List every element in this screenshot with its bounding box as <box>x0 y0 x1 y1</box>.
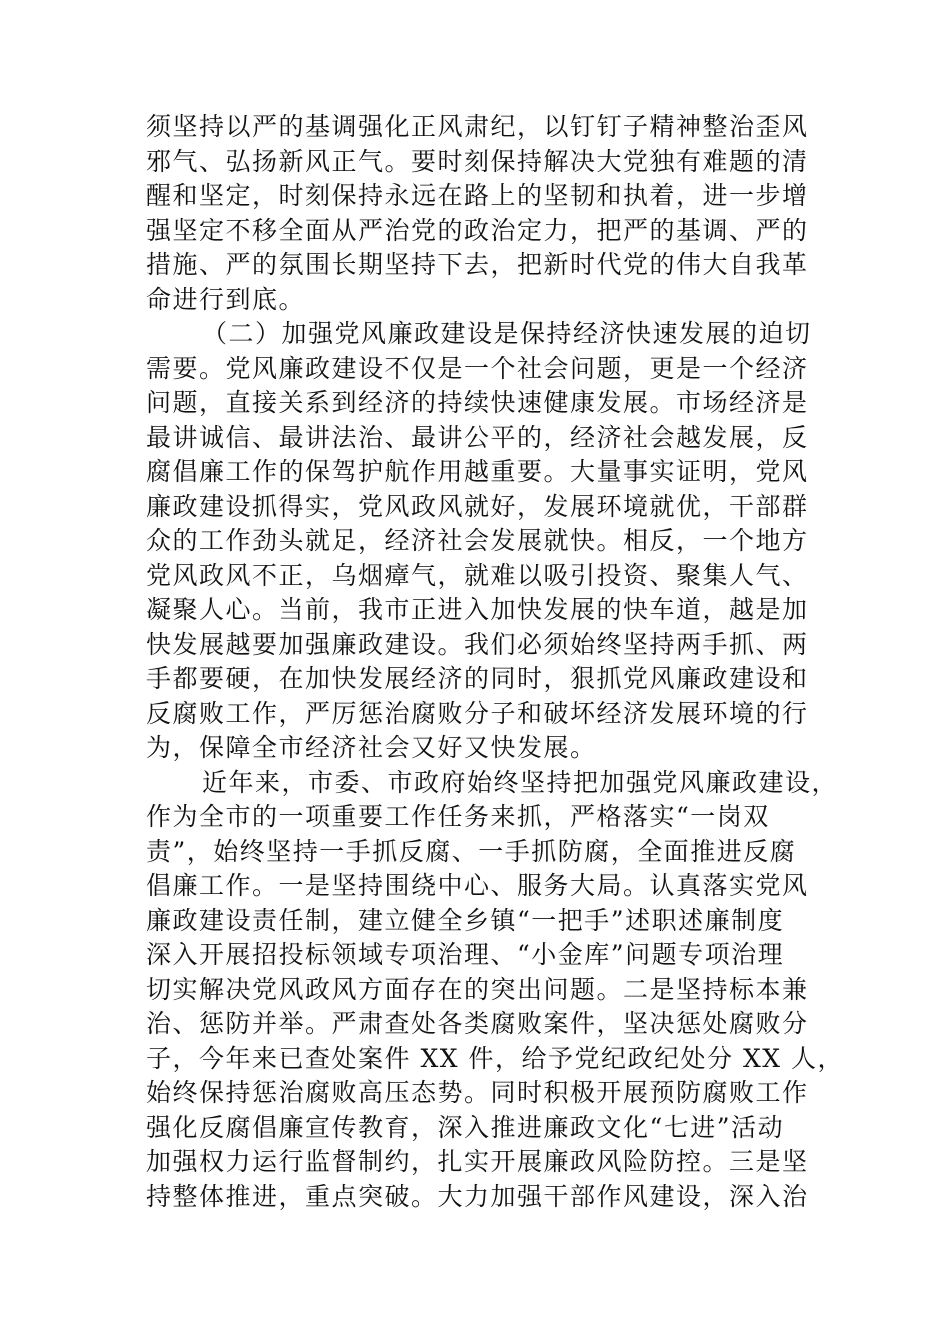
text-line: 凝聚人心。当前，我市正进入加快发展的快车道，越是加 <box>146 595 809 624</box>
text-line: （二）加强党风廉政建设是保持经济快速发展的迫切 <box>202 319 812 348</box>
text-line: 党风政风不正，乌烟瘴气，就难以吸引投资、聚集人气、 <box>146 560 809 590</box>
text-line: 腐倡廉工作的保驾护航作用越重要。大量事实证明，党风 <box>146 457 809 486</box>
text-line: 深入开展招投标领域专项治理、“小金库”问题专项治理 <box>146 940 785 969</box>
text-line: 醒和坚定，时刻保持永远在路上的坚韧和执着，进一步增 <box>146 181 809 210</box>
text-line: 子，今年来已查处案件 XX 件，给予党纪政纪处分 XX 人， <box>146 1043 844 1073</box>
text-line: 倡廉工作。一是坚持围绕中心、服务大局。认真落实党风 <box>146 871 809 900</box>
text-line: 强化反腐倡廉宣传教育，深入推进廉政文化“七进”活动 <box>146 1112 785 1142</box>
text-line: 快发展越要加强廉政建设。我们必须始终坚持两手抓、两 <box>146 629 809 659</box>
text-line: 问题，直接关系到经济的持续快速健康发展。市场经济是 <box>146 388 809 417</box>
text-line: 手都要硬，在加快发展经济的同时，狠抓党风廉政建设和 <box>146 664 809 693</box>
text-line: 始终保持惩治腐败高压态势。同时积极开展预防腐败工作 <box>146 1078 809 1107</box>
text-line: 须坚持以严的基调强化正风肃纪，以钉钉子精神整治歪风 <box>146 112 809 141</box>
text-line: 众的工作劲头就足，经济社会发展就快。相反，一个地方 <box>146 526 809 555</box>
text-line: 反腐败工作，严厉惩治腐败分子和破坏经济发展环境的行 <box>146 698 809 728</box>
text-line: 廉政建设责任制，建立健全乡镇“一把手”述职述廉制度 <box>146 905 785 935</box>
text-line: 廉政建设抓得实，党风政风就好，发展环境就优，干部群 <box>146 491 809 521</box>
text-line: 为，保障全市经济社会又好又快发展。 <box>146 733 597 762</box>
text-line: 最讲诚信、最讲法治、最讲公平的，经济社会越发展，反 <box>146 422 809 452</box>
text-line: 作为全市的一项重要工作任务来抓，严格落实“一岗双 <box>146 802 770 831</box>
text-line: 责”，始终坚持一手抓反腐、一手抓防腐，全面推进反腐 <box>146 836 797 866</box>
text-line: 持整体推进，重点突破。大力加强干部作风建设，深入治 <box>146 1181 809 1211</box>
text-line: 强坚定不移全面从严治党的政治定力，把严的基调、严的 <box>146 215 809 245</box>
text-line: 需要。党风廉政建设不仅是一个社会问题，更是一个经济 <box>146 353 809 383</box>
document-body <box>146 110 846 1214</box>
text-line: 近年来，市委、市政府始终坚持把加强党风廉政建设， <box>202 767 839 797</box>
paragraph-3 <box>146 766 846 1215</box>
text-line: 加强权力运行监督制约，扎实开展廉政风险防控。三是坚 <box>146 1147 809 1176</box>
paragraph-1 <box>146 110 846 317</box>
text-line: 治、惩防并举。严肃查处各类腐败案件，坚决惩处腐败分 <box>146 1009 809 1038</box>
text-line: 切实解决党风政风方面存在的突出问题。二是坚持标本兼 <box>146 974 809 1004</box>
paragraph-2 <box>146 317 846 766</box>
text-line: 命进行到底。 <box>146 284 306 314</box>
text-line: 措施、严的氛围长期坚持下去，把新时代党的伟大自我革 <box>146 250 809 279</box>
text-line: 邪气、弘扬新风正气。要时刻保持解决大党独有难题的清 <box>146 146 809 176</box>
